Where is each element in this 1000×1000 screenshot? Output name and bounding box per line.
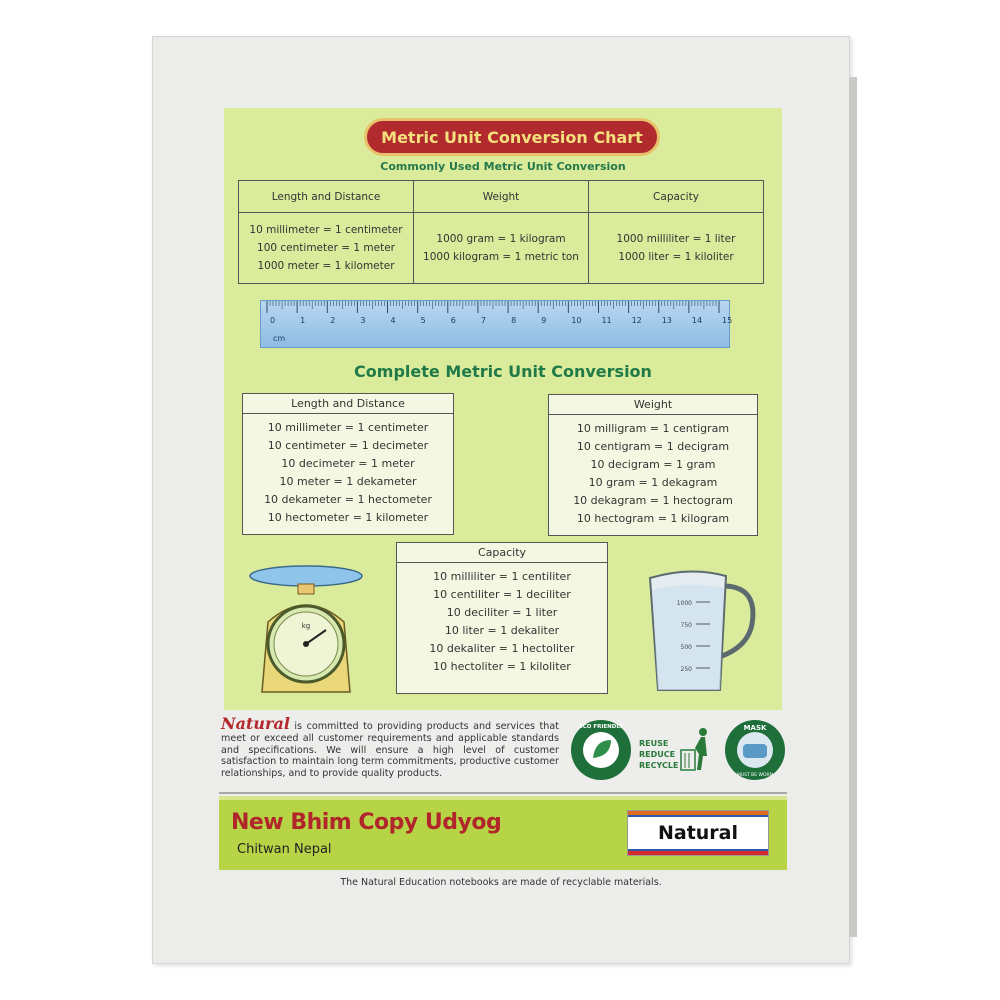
mask-badge-text: MASK xyxy=(743,724,767,732)
chart-title: Metric Unit Conversion Chart xyxy=(364,118,660,156)
ruler-number: 15 xyxy=(722,316,733,325)
eco-friendly-badge-icon xyxy=(569,718,633,782)
notebook-edge xyxy=(849,77,857,937)
common-col-length xyxy=(239,181,414,283)
conversion-row: 1000 gram = 1 kilogram xyxy=(436,233,566,245)
ruler-number: 7 xyxy=(480,316,487,325)
conversion-row: 10 deciliter = 1 liter xyxy=(446,606,558,619)
conversion-row: 1000 liter = 1 kiloliter xyxy=(618,251,734,263)
recycle-label: RECYCLE xyxy=(639,761,679,770)
ruler-number: 8 xyxy=(511,316,517,325)
chart-subtitle: Commonly Used Metric Unit Conversion xyxy=(380,160,626,173)
capacity-table-header: Capacity xyxy=(397,543,607,563)
conversion-row: 10 millimeter = 1 centimeter xyxy=(249,224,403,236)
conversion-row: 10 decigram = 1 gram xyxy=(590,458,716,471)
ruler-number: 1 xyxy=(300,316,306,325)
conversion-row: 10 centiliter = 1 deciliter xyxy=(433,588,571,601)
ruler-ticks xyxy=(261,301,731,349)
length-table-header: Length and Distance xyxy=(243,394,453,414)
conversion-row: 10 centimeter = 1 decimeter xyxy=(267,439,429,452)
ruler-number: 12 xyxy=(631,316,642,325)
ruler-number: 0 xyxy=(270,316,276,325)
ruler-number: 3 xyxy=(360,316,366,325)
conversion-row: 10 dekaliter = 1 hectoliter xyxy=(429,642,575,655)
info-band xyxy=(219,712,787,794)
natural-logo xyxy=(627,810,769,856)
ruler-number: 2 xyxy=(330,316,336,325)
common-conversion-table xyxy=(238,180,764,284)
ruler-number: 14 xyxy=(691,316,703,325)
ruler-number: 9 xyxy=(541,316,547,325)
length-table xyxy=(242,393,454,535)
conversion-row: 10 gram = 1 dekagram xyxy=(588,476,718,489)
column-header: Capacity xyxy=(589,181,763,213)
conversion-row: 1000 kilogram = 1 metric ton xyxy=(423,251,579,263)
company-location: Chitwan Nepal xyxy=(237,842,332,857)
capacity-table xyxy=(396,542,608,694)
ruler-number: 10 xyxy=(571,316,582,325)
conversion-row: 10 meter = 1 dekameter xyxy=(279,475,417,488)
conversion-row: 10 millimeter = 1 centimeter xyxy=(267,421,429,434)
weighing-scale-icon xyxy=(248,564,368,696)
commitment-text: is committed to providing products and services that meet or exceed all customer requirements and applicable standards and specifications. We will ensure a high level of customer satisfaction to maintain long term commitments, productive customer relationships, and to provide quality products. xyxy=(221,721,559,780)
reduce-label: REDUCE xyxy=(639,750,676,759)
weight-table-header: Weight xyxy=(549,395,757,415)
conversion-row: 100 centimeter = 1 meter xyxy=(257,242,395,254)
commitment-statement xyxy=(221,714,559,780)
conversion-row: 10 milligram = 1 centigram xyxy=(576,422,730,435)
ruler-number: 11 xyxy=(601,316,612,325)
conversion-row: 10 hectoliter = 1 kiloliter xyxy=(433,660,571,673)
recycle-text xyxy=(639,738,678,771)
company-band xyxy=(219,796,787,870)
column-header: Length and Distance xyxy=(239,181,413,213)
conversion-row: 10 dekagram = 1 hectogram xyxy=(573,494,733,507)
conversion-row: 10 liter = 1 dekaliter xyxy=(444,624,560,637)
ruler-number: 4 xyxy=(390,316,396,325)
conversion-row: 10 hectogram = 1 kilogram xyxy=(576,512,730,525)
conversion-row: 10 milliliter = 1 centiliter xyxy=(433,570,571,583)
ruler xyxy=(260,300,733,348)
conversion-row: 10 dekameter = 1 hectometer xyxy=(264,493,432,506)
ruler-number: 6 xyxy=(450,316,456,325)
mask-badge-icon xyxy=(723,718,787,782)
jug-mark: 1000 xyxy=(676,600,692,607)
mask-badge-subtext: MUST BE WORN xyxy=(736,773,774,778)
company-name: New Bhim Copy Udyog xyxy=(231,810,502,835)
reuse-label: REUSE xyxy=(639,739,669,748)
common-col-weight xyxy=(414,181,589,283)
ruler-number: 5 xyxy=(420,316,426,325)
trash-bin-icon xyxy=(679,726,713,776)
jug-mark: 500 xyxy=(680,644,692,651)
scale-unit-label: kg xyxy=(301,622,311,630)
ruler-number: 13 xyxy=(661,316,672,325)
jug-mark: 250 xyxy=(680,666,692,673)
measuring-jug-icon xyxy=(640,564,760,696)
ruler-unit: cm xyxy=(273,334,286,343)
jug-mark: 750 xyxy=(680,622,692,629)
conversion-row: 10 decimeter = 1 meter xyxy=(281,457,415,470)
conversion-row: 10 hectometer = 1 kilometer xyxy=(267,511,429,524)
complete-conversion-title: Complete Metric Unit Conversion xyxy=(354,362,652,381)
metric-chart-panel xyxy=(224,108,782,710)
conversion-row: 10 centigram = 1 decigram xyxy=(576,440,730,453)
natural-logo-word: Natural xyxy=(657,822,739,844)
footer-note: The Natural Education notebooks are made of recyclable materials. xyxy=(340,877,662,888)
conversion-row: 1000 milliliter = 1 liter xyxy=(616,233,736,245)
conversion-row: 1000 meter = 1 kilometer xyxy=(257,260,395,272)
brand-name: Natural xyxy=(221,714,290,733)
column-header: Weight xyxy=(414,181,588,213)
eco-badge-text: ECO FRIENDLY xyxy=(579,724,623,730)
weight-table xyxy=(548,394,758,536)
common-col-capacity xyxy=(589,181,763,283)
